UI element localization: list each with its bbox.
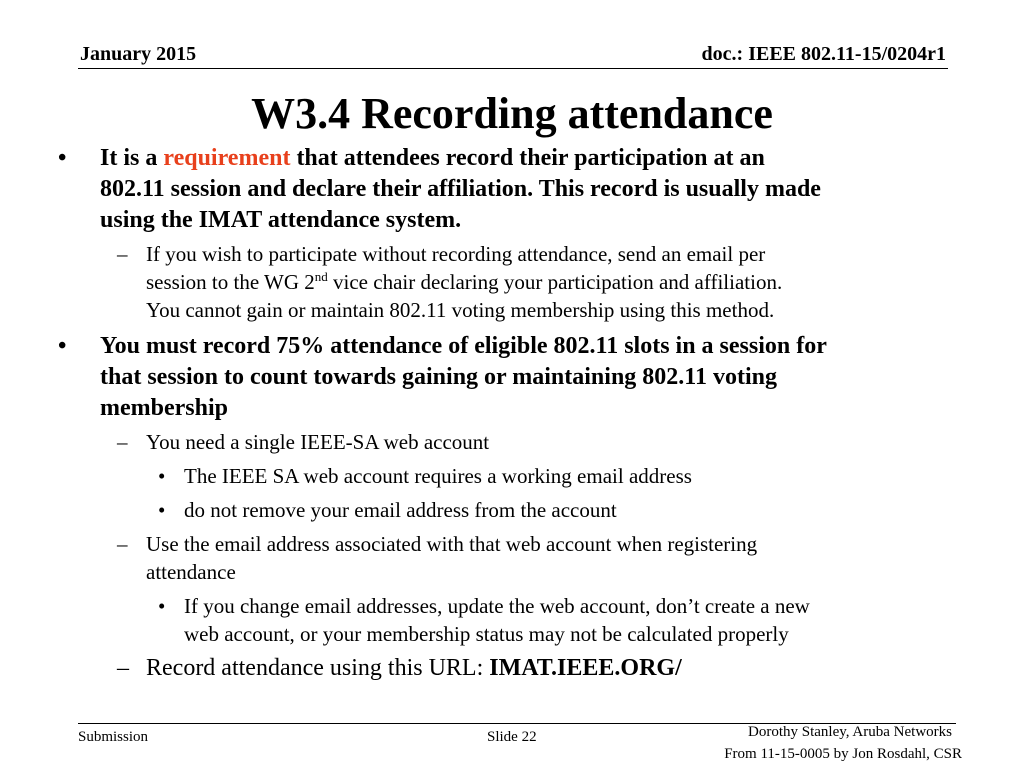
bullet-marker: • — [158, 464, 166, 488]
sub-item: do not remove your email address from the account — [184, 498, 617, 522]
footer-source: From 11-15-0005 by Jon Rosdahl, CSR — [724, 746, 962, 762]
dash-marker: – — [117, 655, 129, 681]
bullet-marker: • — [58, 145, 67, 171]
dash-marker: – — [117, 430, 128, 454]
dash-marker: – — [117, 242, 128, 266]
bullet-2-sub-2-line-2: attendance — [146, 560, 236, 584]
bullet-1-line-1: It is a requirement that attendees record their participation at an — [100, 145, 765, 171]
slide-title: W3.4 Recording attendance — [251, 89, 773, 138]
bullet-1-line-2: 802.11 session and declare their affiliation. This record is usually made — [100, 176, 821, 202]
record-url-line: Record attendance using this URL: IMAT.IEEE.ORG/ — [146, 655, 682, 681]
sub-item-line-1: If you change email addresses, update the web account, don’t create a new — [184, 594, 810, 618]
sub-item: The IEEE SA web account requires a working email address — [184, 464, 692, 488]
bullet-2-sub-2-line-1: Use the email address associated with that web account when registering — [146, 532, 758, 556]
bullet-2-sub-1-text: You need a single IEEE-SA web account — [146, 430, 490, 454]
header-doc-id: doc.: IEEE 802.11-15/0204r1 — [701, 43, 946, 65]
bullet-1-sub-line-3: You cannot gain or maintain 802.11 voting membership using this method. — [146, 298, 775, 322]
header-rule — [78, 68, 948, 69]
bullet-1-sub-line-1: If you wish to participate without recording attendance, send an email per — [146, 242, 766, 266]
bullet-1-sub-line-2: session to the WG 2nd vice chair declaring your participation and affiliation. — [146, 269, 783, 294]
bullet-2-line-1: You must record 75% attendance of eligible 802.11 slots in a session for — [100, 333, 827, 359]
header-date: January 2015 — [80, 43, 197, 65]
footer-submission: Submission — [78, 729, 149, 745]
dash-marker: – — [117, 532, 128, 556]
requirement-highlight: requirement — [163, 145, 291, 171]
bullet-marker: • — [58, 333, 67, 359]
bullet-2-line-3: membership — [100, 395, 228, 421]
bullet-marker: • — [158, 594, 166, 618]
footer-slide-number: Slide 22 — [487, 729, 537, 745]
bullet-2-line-2: that session to count towards gaining or maintaining 802.11 voting — [100, 364, 777, 390]
sub-item-line-2: web account, or your membership status may not be calculated properly — [184, 622, 789, 646]
imat-url-link[interactable]: IMAT.IEEE.ORG/ — [489, 655, 682, 681]
bullet-1-line-3: using the IMAT attendance system. — [100, 207, 462, 233]
footer-author: Dorothy Stanley, Aruba Networks — [748, 724, 952, 740]
bullet-marker: • — [158, 498, 166, 522]
